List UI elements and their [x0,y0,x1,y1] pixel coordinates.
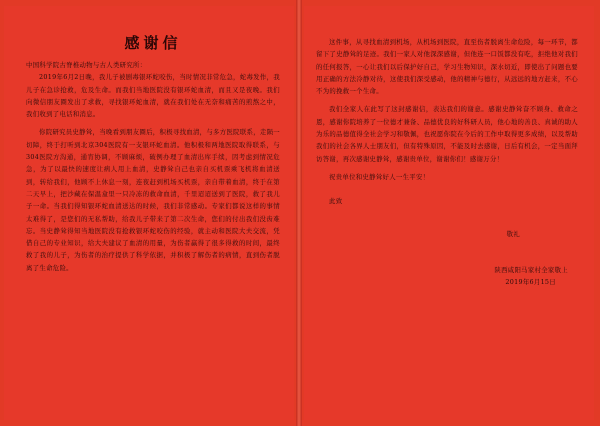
signature: 陕西咸阳马家村全家敬上 [494,265,568,274]
salutation: 中国科学院古脊椎动物与古人类研究所： [26,61,147,69]
page-fold [296,0,302,426]
paragraph-4: 我们全家人在此写了这封感谢信，表达我们的谢意。感谢史静耸奋不顾身、救命之恩，感谢你院培养了一位德才兼备、品德优良的好科研人员，他心地的善良、真诚的助人为乐的品德值得全社会学习和敬佩，也祝愿你院在今后的工作中取得更多成绩，以及帮助我们的社会各界人士朋友们，但有特殊原因，不能及时去感谢，日后有机会，一定当面拜访答谢，再次感谢史静耸，感谢贵单位，谢谢你们！感谢万分！ [316,105,578,163]
paragraph-2: 你院研究员史静耸，当晚看到朋友圈后，积极寻找血清，与多方医院联系，走陨一切障，终于打听到北京304医院有一支银环蛇血清。他积极和两地医院取得联系，与304医院方沟通，通宵协调，不顾麻烦，破例办理了血清出库手续，因考虑到情况危急，为了以最快的速度让病人用上血清，史静耸自己也亲自买机票乘飞机将血清送到，转给我们，他顾不上休息一刻，连夜赶到机场买机票，亲自带着血清，终于在第二天早上，把沙藏在保温盒里一只冷冻的救命血清，千里迢迢送到了医院，救了我儿子一命。当我们得知银环蛇血清送达的时候，我们非常感动。专家们都说这样的事情太难得了，是您们的无私帮助，给我儿子带来了第二次生命，您们的付出我们没齿难忘。当史静耸得知当地医院没有抢救银环蛇咬伤的经验，就主动和医院大夫交流，凭借自己的专业知识，给大夫建议了血清的用量，为伤者赢得了很多得救的时间，最终救了我的儿子，为伤者的治疗提供了科学依据，并积极了解伤者的病情，直到伤者脱离了生命危险。 [26,128,280,272]
letter-page-left [4,6,294,420]
letter-date: 2019年6月15日 [505,278,556,287]
closing-wish: 祝贵单位和史静耸好人一生平安！ [329,172,430,181]
letter-title: 感谢信 [124,34,182,52]
closing-jingli: 敬礼 [506,229,520,238]
closing-cizhi: 此致 [329,197,343,206]
letter-page-right [304,6,594,420]
paragraph-1: 2019年6月2日晚，我儿子被剧毒银环蛇咬伤，当时情况非常危急，蛇毒发作，我儿子在急诊抢救，危及生命。而我们当地医院没有银环蛇血清，而且又是夜晚。我们向微信朋友圈发出了求救，寻找银环蛇血清，就在我们处在无奈和痛苦的煎熬之中，我们收到了电话和消息。 [26,73,280,119]
paragraph-3: 这件事，从寻找血清到机场，从机场到医院，直至伤者脱离生命危险，每一环节，都留下了史静耸的足迹。我们一家人对他深深感谢，但他连一口饭都没有吃，拒绝他对我们的任何报答，一心让我们以后保护好自己，学习生物知识，深水切近，即使出了问题也要用正确的方法冷静对待，这使我们深受感动，他的精神与德行，从远远的地方赶来，不心不为的挽救一个生命。 [316,38,578,96]
